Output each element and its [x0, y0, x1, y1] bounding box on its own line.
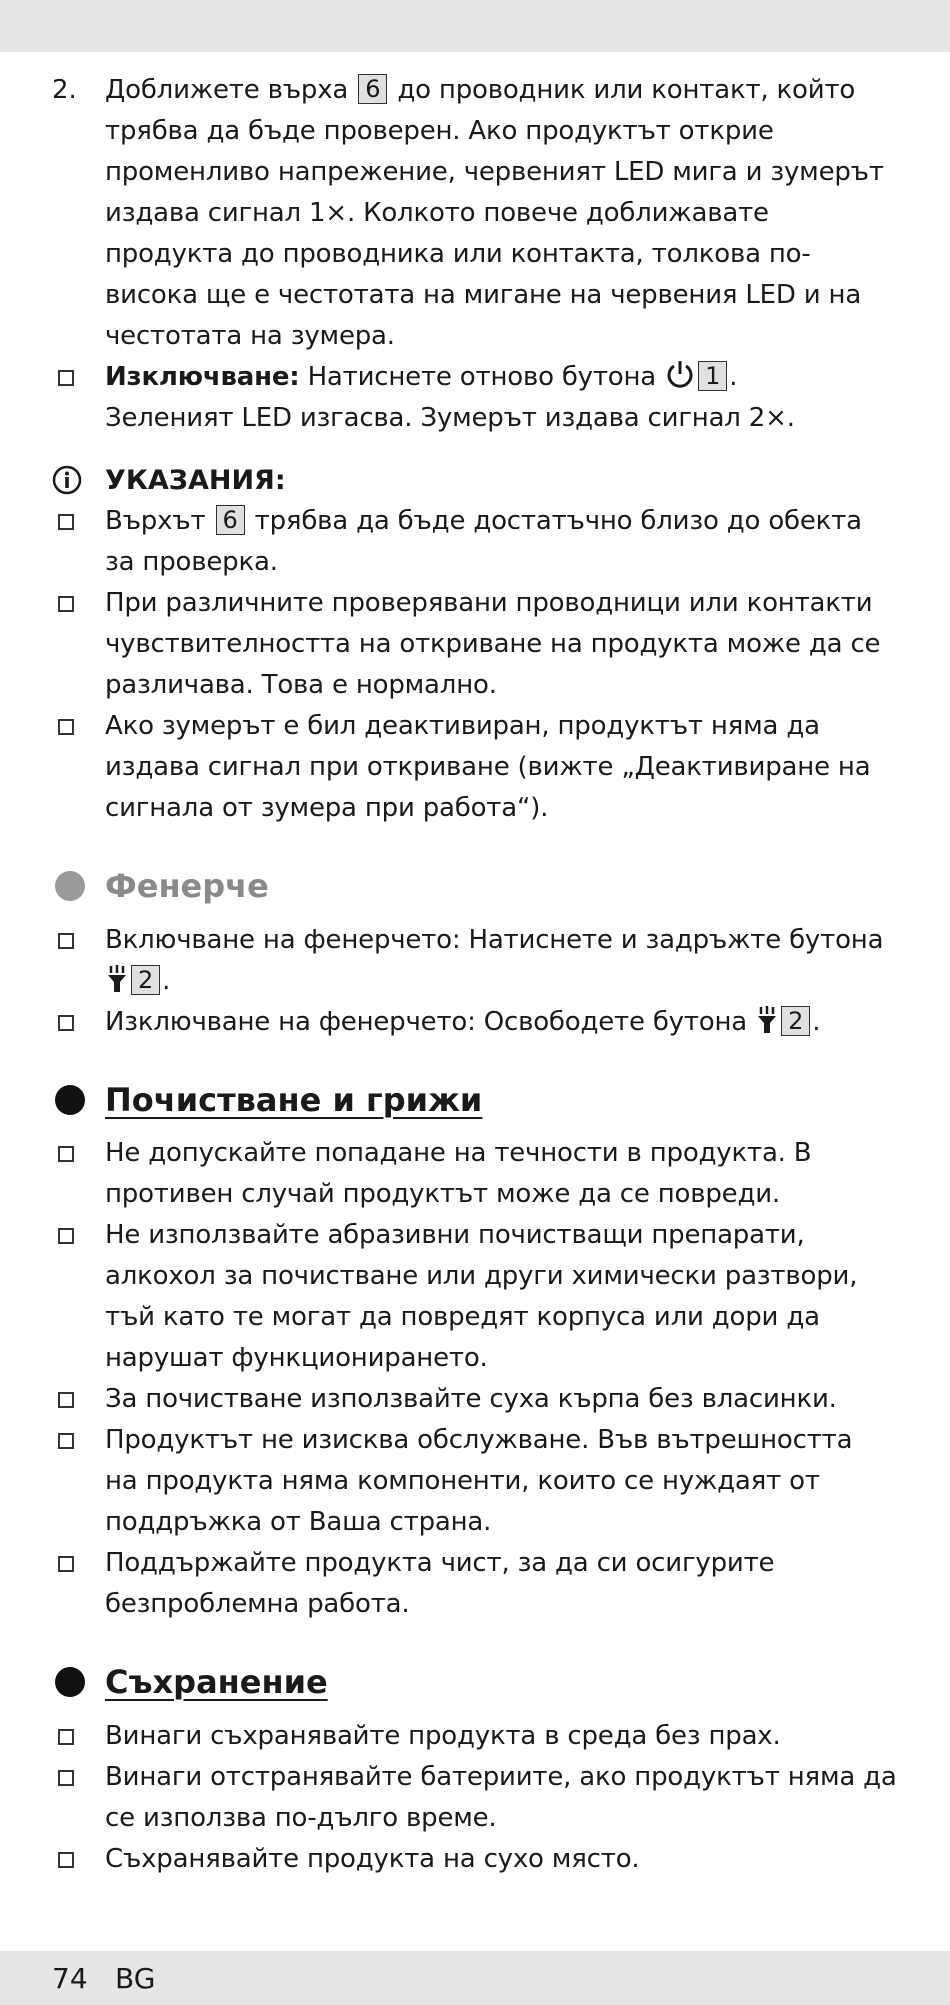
section-title-flashlight: Фенерче — [105, 867, 269, 905]
step-2-line-7: честотата на зумера. — [105, 321, 395, 351]
checkbox-icon — [58, 1392, 74, 1408]
checkbox-icon — [58, 514, 74, 530]
step-2-line-6: висока ще е честотата на мигане на червения LED и на — [105, 280, 862, 310]
checkbox-icon — [58, 1433, 74, 1449]
step-number: 2. — [52, 75, 77, 105]
checkbox-icon — [58, 370, 74, 386]
step-2-line-2: трябва да бъде проверен. Ако продуктът открие — [105, 116, 774, 146]
checkbox-icon — [58, 1556, 74, 1572]
section-bullet-icon — [55, 1667, 85, 1697]
section-bullet-icon — [55, 871, 85, 901]
checkbox-icon — [58, 1015, 74, 1031]
ref-number-6: 6 — [358, 74, 387, 104]
section-title-storage: Съхранение — [105, 1663, 328, 1701]
page-number: 74 — [52, 1962, 88, 1995]
checkbox-icon — [58, 1228, 74, 1244]
flashlight-icon — [757, 1006, 777, 1034]
checkbox-icon — [58, 596, 74, 612]
switch-off-line-2: Зеленият LED изгасва. Зумерът издава сигнал 2×. — [105, 403, 795, 433]
info-icon — [52, 465, 82, 495]
step-2-text — [105, 70, 885, 357]
header-band — [0, 0, 950, 52]
switch-off-text: Изключване: Натиснете отново бутона 1 . Зеленият LED изгасва. Зумерът издава сигнал 2×. — [105, 357, 885, 439]
checkbox-icon — [58, 1729, 74, 1745]
step-2-line-5: продукта до проводника или контакта, толкова по- — [105, 239, 811, 269]
ref-number-1: 1 — [698, 361, 727, 391]
notes-heading: УКАЗАНИЯ: — [105, 465, 286, 496]
power-icon — [666, 359, 694, 389]
section-title-cleaning: Почистване и грижи — [105, 1081, 483, 1119]
checkbox-icon — [58, 1146, 74, 1162]
switch-off-label: Изключване: — [105, 362, 300, 392]
checkbox-icon — [58, 1852, 74, 1868]
checkbox-icon — [58, 719, 74, 735]
ref-number-2: 2 — [781, 1006, 810, 1036]
step-2-line-3: променливо напрежение, червеният LED мига и зумерът — [105, 157, 884, 187]
checkbox-icon — [58, 1770, 74, 1786]
flashlight-icon — [107, 965, 127, 993]
step-2-line-1: Доближете върха 6 до проводник или контакт, който — [105, 75, 856, 105]
section-bullet-icon — [55, 1085, 85, 1115]
language-code: BG — [115, 1962, 156, 1995]
checkbox-icon — [58, 933, 74, 949]
step-2-line-4: издава сигнал 1×. Колкото повече доближавате — [105, 198, 769, 228]
ref-number-2: 2 — [131, 965, 160, 995]
ref-number-6: 6 — [216, 505, 245, 535]
